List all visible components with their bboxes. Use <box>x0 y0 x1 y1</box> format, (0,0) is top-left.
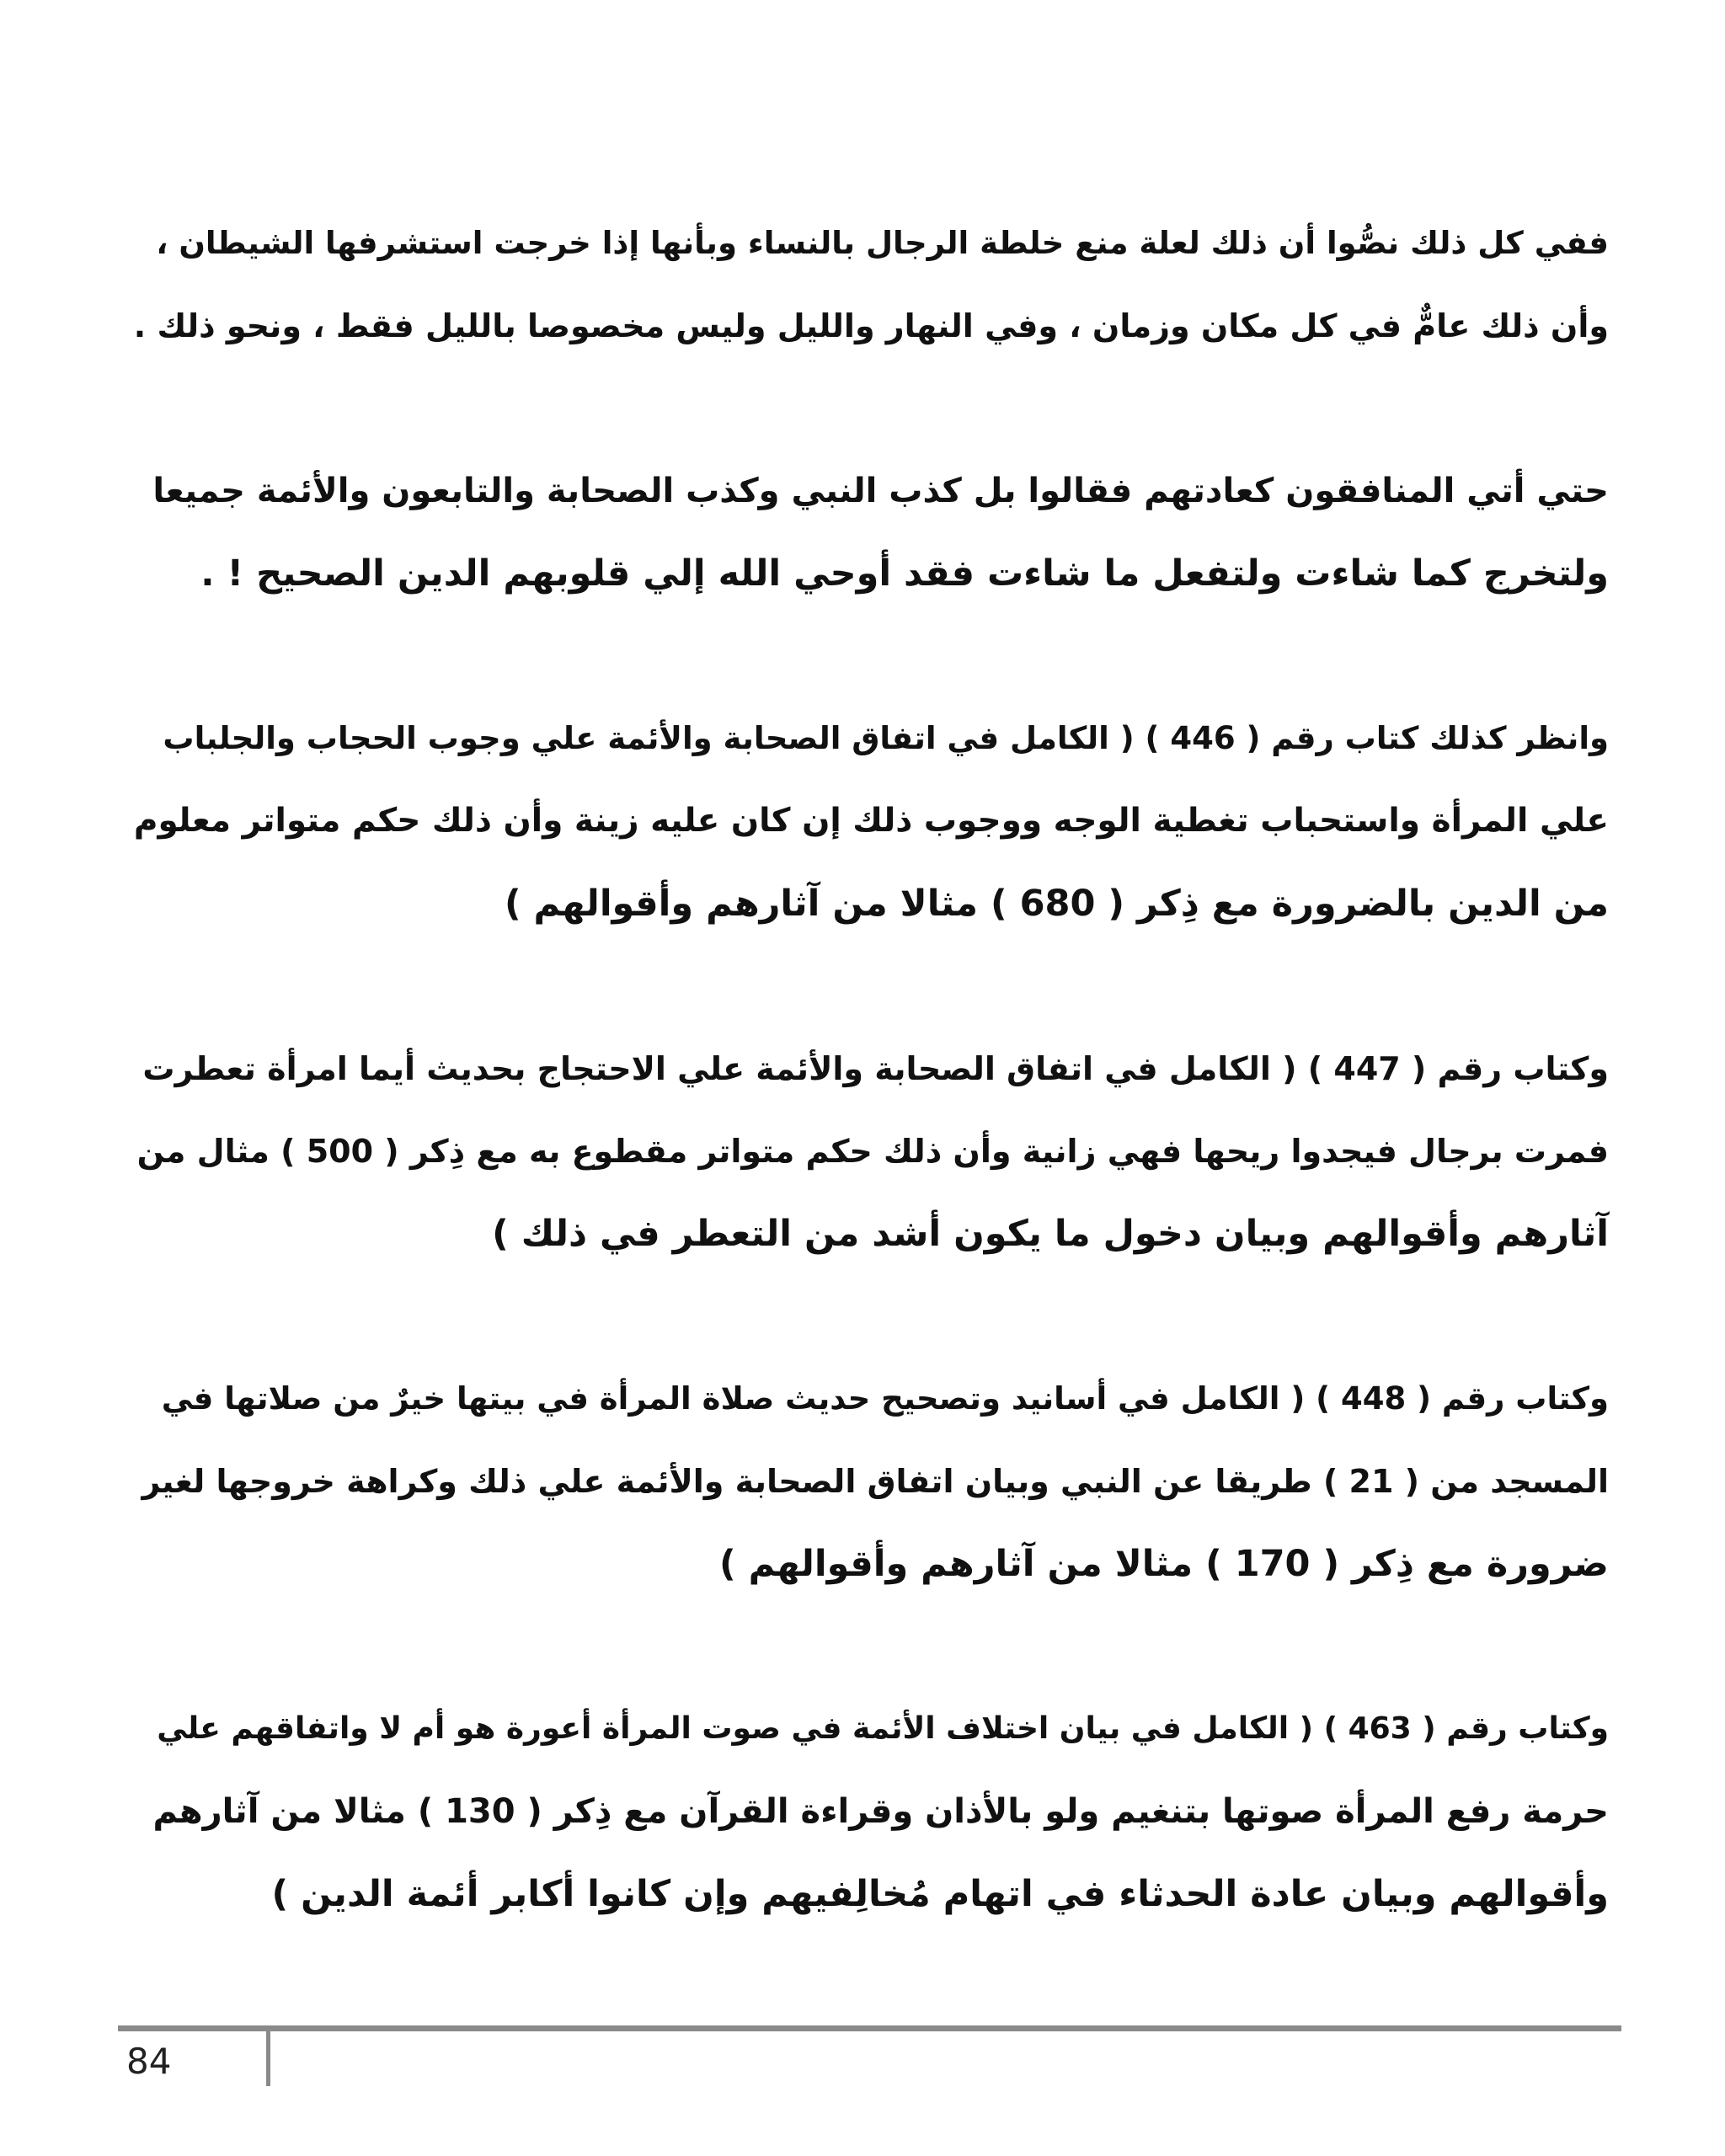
text-line: وأن ذلك عامٌّ في كل مكان وزمان ، وفي النهار والليل وليس مخصوصا بالليل فقط ، ونحو ذلك . <box>133 307 1609 344</box>
text-line: حرمة رفع المرأة صوتها بتنغيم ولو بالأذان وقراءة القرآن مع ذِكر ( 130 ) مثالا من آثارهم <box>152 1792 1609 1831</box>
text-line: وكتاب رقم ( 447 ) ( الكامل في اتفاق الصحابة والأئمة علي الاحتجاج بحديث أيما امرأة تعطرت <box>142 1050 1609 1087</box>
text-line: فمرت برجال فيجدوا ريحها فهي زانية وأن ذلك حكم متواتر مقطوع به مع ذِكر ( 500 ) مثال من <box>136 1133 1609 1170</box>
text-line: ضرورة مع ذِكر ( 170 ) مثالا من آثارهم وأقوالهم ) <box>719 1543 1609 1585</box>
text-line: من الدين بالضرورة مع ذِكر ( 680 ) مثالا من آثارهم وأقوالهم ) <box>504 883 1609 925</box>
text-line: المسجد من ( 21 ) طريقا عن النبي وبيان اتفاق الصحابة والأئمة علي ذلك وكراهة خروجها لغير <box>142 1463 1609 1500</box>
text-line: وكتاب رقم ( 448 ) ( الكامل في أسانيد وتصحيح حديث صلاة المرأة في بيتها خيرٌ من صلاتها في <box>161 1380 1609 1417</box>
text-line: علي المرأة واستحباب تغطية الوجه ووجوب ذلك إن كان عليه زينة وأن ذلك حكم متواتر معلوم <box>133 802 1609 840</box>
text-line: آثارهم وأقوالهم وبيان دخول ما يكون أشد من التعطر في ذلك ) <box>492 1213 1609 1255</box>
body-text <box>126 202 1609 2018</box>
paragraph-1 <box>126 202 1609 367</box>
text-line: ففي كل ذلك نصُّوا أن ذلك لعلة منع خلطة الرجال بالنساء وبأنها إذا خرجت استشرفها الشيطان ، <box>156 225 1609 261</box>
paragraph-5 <box>126 1358 1609 1605</box>
paragraph-6 <box>126 1688 1609 1935</box>
page-number: 84 <box>126 2041 172 2082</box>
text-line: وأقوالهم وبيان عادة الحدثاء في اتهام مُخالِفيهم وإن كانوا أكابر أئمة الدين ) <box>271 1873 1609 1915</box>
text-line: حتي أتي المنافقون كعادتهم فقالوا بل كذب النبي وكذب الصحابة والتابعون والأئمة جميعا <box>152 472 1609 510</box>
footer-divider <box>266 2031 270 2086</box>
text-line: وانظر كذلك كتاب رقم ( 446 ) ( الكامل في اتفاق الصحابة والأئمة علي وجوب الحجاب والجلباب <box>163 720 1609 756</box>
paragraph-4 <box>126 1027 1609 1275</box>
paragraph-2 <box>126 450 1609 615</box>
text-line: وكتاب رقم ( 463 ) ( الكامل في بيان اختلاف الأئمة في صوت المرأة أعورة هو أم لا واتفاقهم علي <box>157 1711 1609 1746</box>
text-line: ولتخرج كما شاءت ولتفعل ما شاءت فقد أوحي الله إلي قلوبهم الدين الصحيح ! . <box>200 552 1609 595</box>
paragraph-3 <box>126 697 1609 945</box>
footer-rule <box>118 2025 1621 2031</box>
